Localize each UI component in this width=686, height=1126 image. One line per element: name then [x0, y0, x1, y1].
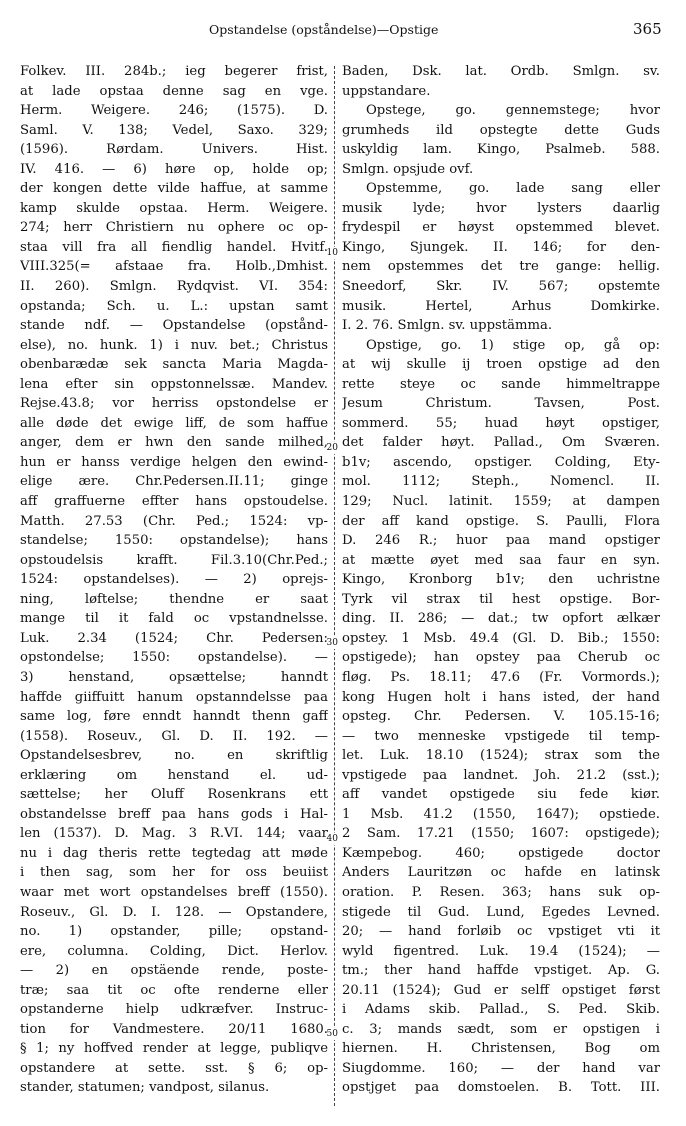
- text-line: opstanderne hielp udkræfver. Instruc-: [20, 1002, 328, 1018]
- text-line: wyld figentred. Luk. 19.4 (1524); —: [342, 943, 660, 959]
- text-line: Kingo, Sjungek. II. 146; for den-: [342, 239, 660, 255]
- text-line: 20.11 (1524); Gud er selff opstiget først: [342, 982, 660, 998]
- text-line: obenbarædæ sek sancta Maria Magda-: [20, 357, 328, 373]
- text-line: (1558). Roseuv., Gl. D. II. 192. —: [20, 728, 328, 744]
- text-line: erklæring om henstand el. ud-: [20, 767, 328, 783]
- text-line: alle døde det ewige liff, de som haffue: [20, 415, 328, 431]
- line-number: 50: [324, 1028, 338, 1040]
- text-line: Opstige, go. 1) stige op, gå op:: [366, 337, 660, 353]
- text-line: det falder høyt. Pallad., Om Sværen.: [342, 435, 660, 451]
- text-line: standelse; 1550: opstandelse); hans: [20, 533, 328, 549]
- text-line: Roseuv., Gl. D. I. 128. — Opstandere,: [20, 904, 328, 920]
- text-line: musik lyde; hvor lysters daarlig: [342, 200, 660, 216]
- text-line: Opstandelsesbrev, no. en skriftlig: [20, 748, 328, 764]
- text-line: IV. 416. — 6) høre op, holde op;: [20, 161, 328, 177]
- text-line: stander, statumen; vandpost, silanus.: [20, 1080, 270, 1096]
- text-line: Luk. 2.34 (1524; Chr. Pedersen:: [20, 630, 328, 646]
- text-line: vpstigede paa landnet. Joh. 21.2 (sst.);: [342, 767, 660, 783]
- text-line: Rejse.43.8; vor herriss opstondelse er: [20, 396, 328, 412]
- text-line: Saml. V. 138; Vedel, Saxo. 329;: [20, 122, 328, 138]
- text-line: opstondelse; 1550: opstandelse). —: [20, 650, 328, 666]
- text-line: ning, løftelse; thendne er saat: [20, 591, 328, 607]
- text-line: Kæmpebog. 460; opstigede doctor: [342, 845, 660, 861]
- text-line: Opstege, go. gennemstege; hvor: [366, 103, 660, 119]
- text-line: 129; Nucl. latinit. 1559; at dampen: [342, 494, 660, 510]
- text-line: Folkev. III. 284b.; ieg begerer frist,: [20, 64, 328, 79]
- text-line: træ; saa tit oc ofte renderne eller: [20, 982, 328, 998]
- text-line: 1 Msb. 41.2 (1550, 1647); opstiede.: [342, 806, 660, 822]
- text-line: c. 3; mands sædt, som er opstigen i: [342, 1021, 660, 1037]
- text-line: hun er hanss verdige helgen den ewind-: [20, 454, 328, 470]
- text-line: opstjget paa domstoelen. B. Tott. III.: [342, 1080, 660, 1096]
- text-line: aff vandet opstigede siu fede kiør.: [342, 787, 660, 803]
- text-line: — two menneske vpstigede til temp-: [342, 728, 660, 744]
- right-column: [342, 62, 660, 1098]
- text-line: II. 260). Smlgn. Rydqvist. VI. 354:: [20, 279, 328, 295]
- text-line: aff graffuerne effter hans opstoudelse.: [20, 494, 328, 510]
- text-line: opstandere at sette. sst. § 6; op-: [20, 1060, 328, 1076]
- text-line: i then sag, som her for oss beuiist: [20, 865, 328, 881]
- text-line: I. 2. 76. Smlgn. sv. uppstämma.: [342, 318, 553, 334]
- text-line: opsteg. Chr. Pedersen. V. 105.15-16;: [342, 709, 660, 725]
- text-line: Jesum Christum. Tavsen, Post.: [342, 396, 660, 412]
- line-number: 40: [324, 833, 338, 845]
- text-line: at lade opstaa denne sag en vge.: [20, 83, 328, 99]
- text-line: kong Hugen holt i hans isted, der hand: [342, 689, 660, 705]
- text-line: 2 Sam. 17.21 (1550; 1607: opstigede);: [342, 826, 660, 842]
- text-line: tion for Vandmestere. 20/11 1680.: [20, 1021, 328, 1037]
- text-line: staa vill fra all fiendlig handel. Hvitf.: [20, 239, 328, 255]
- text-line: opstanda; Sch. u. L.: upstan samt: [20, 298, 328, 314]
- text-line: Tyrk vil strax til hest opstige. Bor-: [342, 591, 660, 607]
- text-line: at mætte øyet med saa faur en syn.: [342, 552, 660, 568]
- text-line: musik. Hertel, Arhus Domkirke.: [342, 298, 660, 314]
- text-line: VIII.325(= afstaae fra. Holb.,Dmhist.: [20, 259, 328, 275]
- page-number: 365: [633, 20, 662, 38]
- text-line: len (1537). D. Mag. 3 R.VI. 144; vaar: [20, 826, 328, 842]
- text-line: Smlgn. opsjude ovf.: [342, 161, 474, 177]
- text-line: no. 1) opstander, pille; opstand-: [20, 924, 328, 940]
- text-line: let. Luk. 18.10 (1524); strax som the: [342, 748, 660, 764]
- text-line: der kongen dette vilde haffue, at samme: [20, 181, 328, 197]
- text-line: fløg. Ps. 18.11; 47.6 (Fr. Vormords.);: [342, 669, 660, 685]
- text-line: frydespil er høyst opstemmed blevet.: [342, 220, 660, 236]
- text-line: stande ndf. — Opstandelse (opstånd-: [20, 318, 328, 334]
- text-line: opstigede); han opstey paa Cherub oc: [342, 650, 660, 666]
- text-line: Sneedorf, Skr. IV. 567; opstemte: [342, 279, 660, 295]
- text-line: ding. II. 286; — dat.; tw opfort ælkær: [342, 611, 660, 627]
- text-line: elige ære. Chr.Pedersen.II.11; ginge: [20, 474, 328, 490]
- text-line: rette steye oc sande himmeltrappe: [342, 376, 660, 392]
- line-number: 30: [324, 637, 338, 649]
- text-line: 3) henstand, opsættelse; hanndt: [20, 669, 328, 685]
- text-line: grumheds ild opstegte dette Guds: [342, 122, 660, 138]
- left-column: [20, 62, 328, 1098]
- text-line: nu i dag theris rette tegtedag att møde: [20, 845, 328, 861]
- text-line: nem opstemmes det tre gange: hellig.: [342, 259, 660, 275]
- text-line: else), no. hunk. 1) i nuv. bet.; Christus: [20, 337, 328, 353]
- text-line: haffde giiffuitt hanum opstanndelsse paa: [20, 689, 328, 705]
- text-line: hiernen. H. Christensen, Bog om: [342, 1041, 660, 1057]
- text-line: D. 246 R.; huor paa mand opstiger: [342, 533, 660, 549]
- text-line: 274; herr Christiern nu ophere oc op-: [20, 220, 328, 236]
- text-line: Siugdomme. 160; — der hand var: [342, 1060, 660, 1076]
- text-line: waar met wort opstandelses breff (1550).: [20, 884, 328, 900]
- text-line: opstoudelsis krafft. Fil.3.10(Chr.Ped.;: [20, 552, 328, 568]
- text-line: Kingo, Kronborg b1v; den uchristne: [342, 572, 660, 588]
- text-line: Herm. Weigere. 246; (1575). D.: [20, 103, 328, 119]
- text-line: ere, columna. Colding, Dict. Herlov.: [20, 943, 328, 959]
- text-line: kamp skulde opstaa. Herm. Weigere.: [20, 200, 328, 216]
- text-line: Opstemme, go. lade sang eller: [366, 181, 660, 197]
- text-line: stigede til Gud. Lund, Egedes Levned.: [342, 904, 660, 920]
- text-line: — 2) en opstäende rende, poste-: [20, 963, 328, 979]
- text-line: sommerd. 55; huad høyt opstiger,: [342, 415, 660, 431]
- column-divider: [334, 66, 336, 1106]
- text-line: mange til it fald oc vpstandnelsse.: [20, 611, 328, 627]
- text-line: anger, dem er hwn den sande milhed,: [20, 435, 328, 451]
- text-line: (1596). Rørdam. Univers. Hist.: [20, 142, 328, 158]
- text-line: Matth. 27.53 (Chr. Ped.; 1524: vp-: [20, 513, 328, 529]
- text-line: Baden, Dsk. lat. Ordb. Smlgn. sv.: [342, 64, 660, 79]
- text-line: b1v; ascendo, opstiger. Colding, Ety-: [342, 454, 660, 470]
- line-number: 20: [324, 442, 338, 454]
- text-line: oration. P. Resen. 363; hans suk op-: [342, 884, 660, 900]
- text-line: uskyldig lam. Kingo, Psalmeb. 588.: [342, 142, 660, 158]
- text-line: lena efter sin oppstonnelssæ. Mandev.: [20, 376, 328, 392]
- text-line: uppstandare.: [342, 83, 431, 99]
- text-line: obstandelsse breff paa hans gods i Hal-: [20, 806, 328, 822]
- text-line: 20; — hand forløib oc vpstiget vti it: [342, 924, 660, 940]
- text-line: Anders Lauritzøn oc hafde en latinsk: [342, 865, 660, 881]
- text-line: at wij skulle ij troen opstige ad den: [342, 357, 660, 373]
- text-line: tm.; ther hand haffde vpstiget. Ap. G.: [342, 963, 660, 979]
- running-header: [0, 20, 686, 42]
- header-title: Opstandelse (opståndelse)—Opstige: [209, 22, 439, 37]
- text-line: opstey. 1 Msb. 49.4 (Gl. D. Bib.; 1550:: [342, 630, 660, 646]
- line-number: 10: [324, 247, 338, 259]
- text-line: sættelse; her Oluff Rosenkrans ett: [20, 787, 328, 803]
- text-line: same log, føre enndt hanndt thenn gaff: [20, 709, 328, 725]
- text-line: 1524: opstandelses). — 2) oprejs-: [20, 572, 328, 588]
- text-line: mol. 1112; Steph., Nomencl. II.: [342, 474, 660, 490]
- text-line: § 1; ny hoffved render at legge, publiqve: [20, 1041, 328, 1057]
- text-line: der aff kand opstige. S. Paulli, Flora: [342, 513, 660, 529]
- text-line: i Adams skib. Pallad., S. Ped. Skib.: [342, 1002, 660, 1018]
